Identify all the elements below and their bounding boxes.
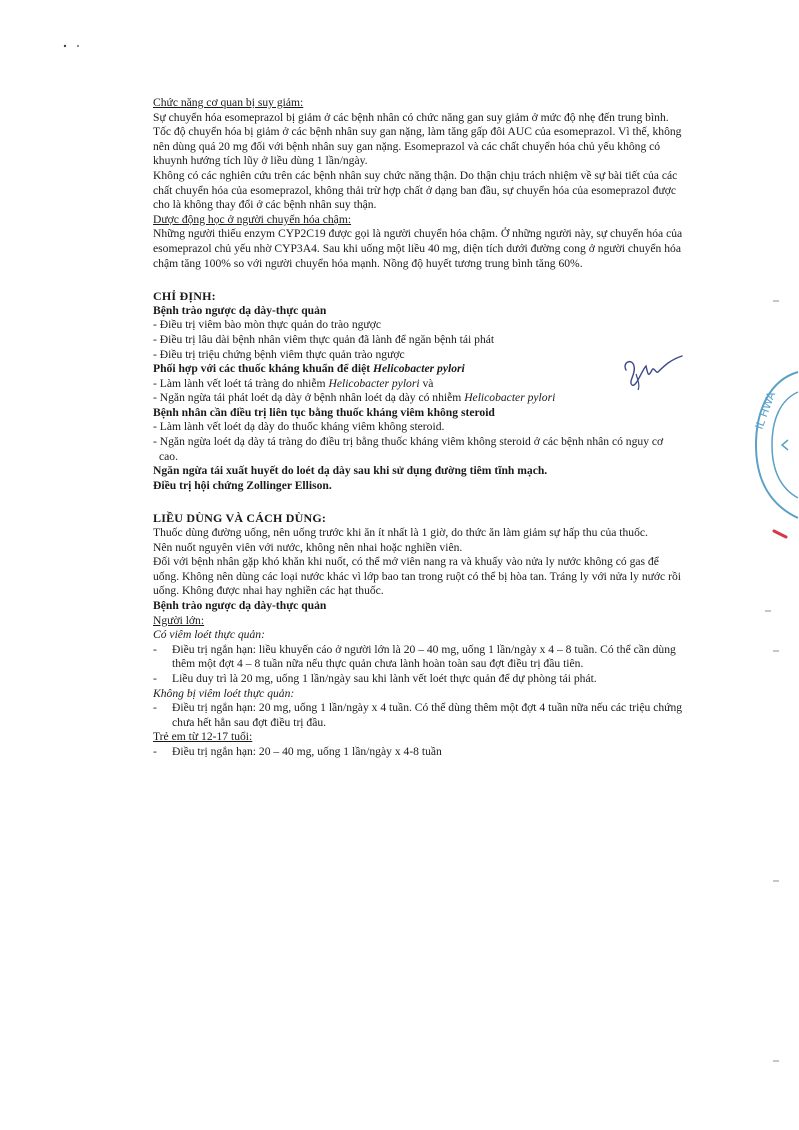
without-erosive-heading: Không bị viêm loét thực quản: (153, 686, 295, 700)
stamp-seal (752, 370, 799, 520)
dosage-paragraph-1: Thuốc dùng đường uống, nên uống trước khi ăn ít nhất là 1 giờ, do thức ăn làm giảm sự hấp thu của thuốc. (153, 526, 648, 540)
dosage-item-text: Điều trị ngắn hạn: 20 – 40 mg, uống 1 lần/ngày x 4-8 tuần (172, 744, 442, 758)
scan-speck (773, 300, 779, 302)
indication-item: - Làm lành vết loét tá tràng do nhiễm Helicobacter pylori và (153, 376, 434, 390)
dosage-item (153, 672, 683, 687)
indication-item: - Ngăn ngừa loét dạ dày tá tràng do điều trị bằng thuốc kháng viêm không steroid ở các bệnh nhân có nguy cơ cao. (153, 435, 664, 463)
indication-item: - Làm lành vết loét dạ dày do thuốc kháng viêm không steroid. (153, 420, 445, 434)
scan-speck (773, 1060, 779, 1062)
dosage-item (153, 643, 683, 672)
dosage-item-text: Điều trị ngắn hạn: liều khuyến cáo ở người lớn là 20 – 40 mg, uống 1 lần/ngày x 4 – 8 tuần. Có thể cần dùng thêm một đợt 4 – 8 tuần nữa nếu thực quản chưa lành hoàn toàn sau đợt điều trị đầu tiên. (172, 642, 676, 671)
list-dash: - (153, 744, 157, 758)
indication-group-nsaid: Bệnh nhân cần điều trị liên tục bằng thuốc kháng viêm không steroid (153, 405, 495, 419)
organ-paragraph-1: Sự chuyển hóa esomeprazol bị giảm ở các bệnh nhân có chức năng gan suy giảm ở mức độ nhẹ đến trung bình. Tốc độ chuyển hóa bị giảm ở các bệnh nhân suy gan nặng, làm tăng gấp đôi AUC của esomeprazol. Vì thế, không nên dùng quá 20 mg đối với bệnh nhân suy gan nặng. Esomeprazol và các chất chuyển hóa chủ yếu không có khuynh hướng tích lũy ở liều dùng 1 lần/ngày. (153, 110, 682, 168)
scan-speck (765, 610, 771, 612)
list-dash: - (153, 642, 157, 656)
indication-item: - Điều trị triệu chứng bệnh viêm thực quản trào ngược (153, 347, 405, 361)
dosage-gerd-title: Bệnh trào ngược dạ dày-thực quản (153, 599, 327, 612)
red-mark (770, 525, 790, 545)
list-dash: - (153, 701, 157, 715)
organ-paragraph-2: Không có các nghiên cứu trên các bệnh nhân suy chức năng thận. Do thận chịu trách nhiệm về sự bài tiết của các chất chuyển hóa của esomeprazol, không thải trừ hợp chất ở dạng ban đầu, sự chuyển hóa của esomeprazol được cho là không thay đổi ở các bệnh nhân suy thận. (153, 168, 678, 212)
scan-speck (773, 880, 779, 882)
indication-group-rebleeding: Ngăn ngừa tái xuất huyết do loét dạ dày sau khi sử dụng đường tiêm tĩnh mạch. (153, 464, 548, 478)
dosage-paragraph-3: Đối với bệnh nhân gặp khó khăn khi nuốt, có thể mở viên nang ra và khuấy vào nửa ly nước không có gas để uống. Không nên dùng các loại nước khác vì lớp bao tan trong ruột có thể bị hòa tan. Tráng ly với nửa ly nước rồi uống. Không được nhai hay nghiền các hạt thuốc. (153, 555, 681, 598)
indication-group-hpylori: Phối hợp với các thuốc kháng khuẩn để diệt Helicobacter pylori (153, 362, 465, 376)
pk-heading: Dược động học ở người chuyển hóa chậm: (153, 212, 352, 226)
children-heading: Trẻ em từ 12-17 tuổi: (153, 730, 253, 744)
dosage-paragraph-2: Nên nuốt nguyên viên với nước, không nên nhai hoặc nghiền viên. (153, 540, 463, 554)
indication-item: - Điều trị lâu dài bệnh nhân viêm thực quản đã lành để ngăn bệnh tái phát (153, 332, 495, 346)
dosage-item (153, 701, 683, 730)
dosage-title: LIỀU DÙNG VÀ CÁCH DÙNG: (153, 511, 327, 526)
with-erosive-heading: Có viêm loét thực quản: (153, 628, 265, 642)
document-body (153, 96, 683, 760)
dosage-item-text: Điều trị ngắn hạn: 20 mg, uống 1 lần/ngày x 4 tuần. Có thể dùng thêm một đợt 4 tuần nữa nếu các triệu chứng chưa hết hẳn sau đợt điều trị đầu. (172, 701, 683, 729)
organ-heading: Chức năng cơ quan bị suy giảm: (153, 96, 304, 109)
dosage-item (153, 745, 683, 760)
indication-group-zollinger: Điều trị hội chứng Zollinger Ellison. (153, 478, 332, 492)
indication-group-gerd: Bệnh trào ngược dạ dày-thực quản (153, 303, 327, 317)
dosage-item-text: Liều duy trì là 20 mg, uống 1 lần/ngày sau khi lành vết loét thực quản để dự phòng tái phát. (172, 671, 597, 685)
indication-item: - Ngăn ngừa tái phát loét dạ dày ở bệnh nhân loét dạ dày có nhiễm Helicobacter pylori (153, 391, 556, 405)
pk-paragraph-1: Những người thiếu enzym CYP2C19 được gọi là người chuyển hóa chậm. Ở những người này, sự chuyển hóa của esomeprazol chủ yếu nhờ CYP3A4. Sau khi uống một liều 40 mg, diện tích dưới đường cong ở người chuyển hóa chậm tăng 100% so với người chuyển hóa mạnh. Nồng độ huyết tương trung bình tăng 60%. (153, 227, 683, 270)
svg-text:IL HWA: IL HWA (752, 389, 779, 432)
list-dash: - (153, 671, 157, 685)
indication-item: - Điều trị viêm bào mòn thực quản do trào ngược (153, 318, 381, 332)
indications-title: CHỈ ĐỊNH: (153, 289, 216, 304)
adult-heading: Người lớn: (153, 613, 205, 627)
scan-dots (62, 42, 82, 50)
scan-speck (773, 650, 779, 652)
